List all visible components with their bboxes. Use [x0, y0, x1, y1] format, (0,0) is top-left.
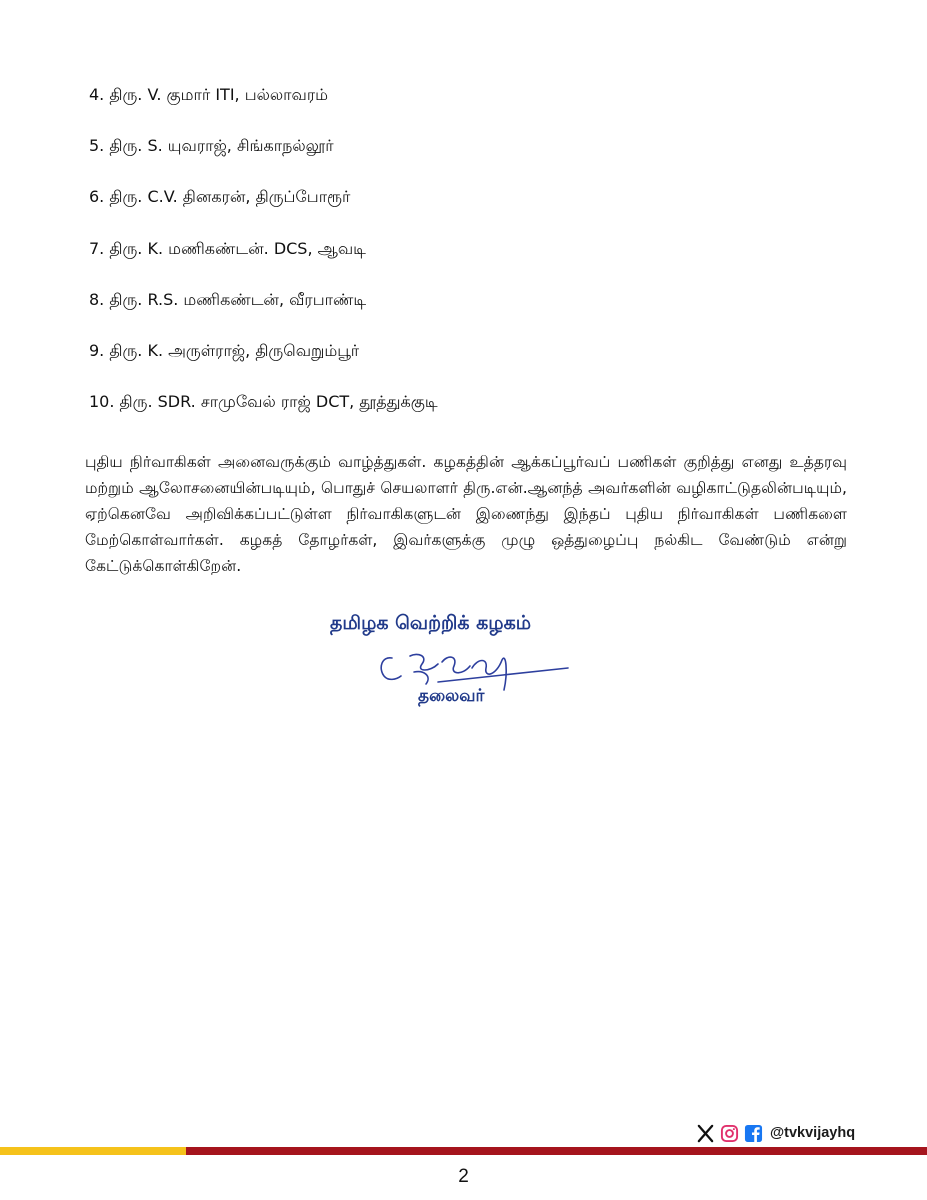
designation: தலைவர் — [418, 686, 485, 706]
footer-bar-red — [186, 1147, 927, 1155]
social-handle[interactable]: @tvkvijayhq — [770, 1125, 856, 1141]
body-paragraph: புதிய நிர்வாகிகள் அனைவருக்கும் வாழ்த்துகள். கழகத்தின் ஆக்கப்பூர்வப் பணிகள் குறித்து எனது உத்தரவு மற்றும் ஆலோசனையின்படியும், பொதுச் செயலாளர் திரு.என்.ஆனந்த் அவர்களின் வழிகாட்டுதலின்படியும், ஏற்கெனவே அறிவிக்கப்பட்டுள்ள நிர்வாகிகளுடன் இணைந்து இந்தப் புதிய நிர்வாகிகள் பணிகளை மேற்கொள்வார்கள். கழகத் தோழர்கள், இவர்களுக்கு முழு ஒத்துழைப்பு நல்கிட வேண்டும் என்று கேட்டுக்கொள்கிறேன். — [85, 452, 847, 575]
list-item: 6. திரு. C.V. தினகரன், திருப்போரூர் — [89, 187, 351, 207]
facebook-icon[interactable] — [744, 1124, 763, 1143]
x-icon[interactable] — [696, 1124, 715, 1143]
nominee-list — [89, 84, 849, 442]
organization-name: தமிழக வெற்றிக் கழகம் — [330, 612, 532, 634]
list-item: 5. திரு. S. யுவராஜ், சிங்காநல்லூர் — [89, 136, 334, 156]
instagram-icon[interactable] — [720, 1124, 739, 1143]
list-item: 9. திரு. K. அருள்ராஜ், திருவெறும்பூர் — [89, 340, 360, 360]
page-number: 2 — [458, 1166, 469, 1187]
footer-bar-yellow — [0, 1147, 186, 1155]
list-item: 10. திரு. SDR. சாமுவேல் ராஜ் DCT, தூத்துக்குடி — [89, 392, 438, 412]
social-links — [696, 1122, 855, 1144]
list-item: 7. திரு. K. மணிகண்டன். DCS, ஆவடி — [89, 238, 366, 258]
list-item: 4. திரு. V. குமார் ITI, பல்லாவரம் — [89, 85, 328, 104]
footer-color-bar — [0, 1147, 927, 1155]
signature-block — [330, 612, 590, 712]
list-item: 8. திரு. R.S. மணிகண்டன், வீரபாண்டி — [89, 289, 367, 309]
